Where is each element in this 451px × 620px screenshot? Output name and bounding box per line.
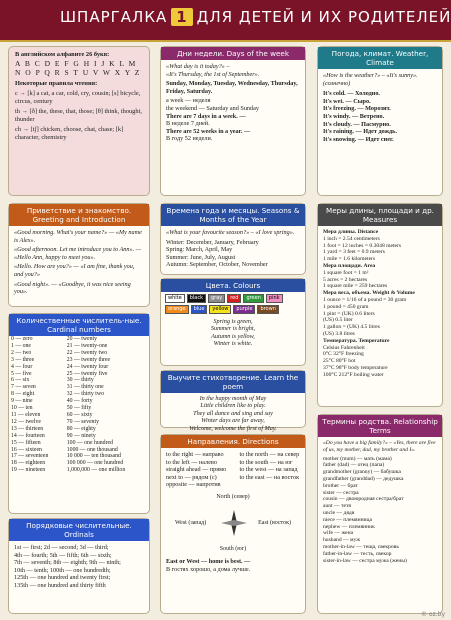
days-line: There are 7 days in a week. — bbox=[166, 112, 246, 120]
measure-line: Мера площади. Area bbox=[323, 262, 376, 269]
family-term: niece — племянница bbox=[323, 516, 373, 523]
seasons-card bbox=[160, 203, 306, 275]
measure-line: 0°C 32°F freezing bbox=[323, 351, 364, 358]
table-cell: 9 — nine bbox=[11, 398, 33, 405]
table-row bbox=[9, 343, 149, 350]
ordinal-card bbox=[8, 518, 150, 614]
table-row bbox=[9, 467, 149, 474]
days-card bbox=[160, 46, 306, 196]
family-term: uncle — дядя bbox=[323, 509, 355, 516]
seasons-line: Winter: December, January, February bbox=[166, 238, 259, 246]
poem-line: They all dance and sing and say bbox=[193, 409, 273, 417]
table-cell: 32 — thirty two bbox=[66, 391, 104, 398]
seasons-line: Autumn: September, October, November bbox=[166, 261, 268, 269]
table-cell: 100 — one hundred bbox=[66, 439, 113, 446]
rule-th: th → [ð] the, these, that, those; [θ] think, thought, thunder bbox=[15, 108, 142, 123]
direction-item: to the east — на восток bbox=[239, 473, 300, 481]
measure-line: 25°C 80°F hot bbox=[323, 358, 356, 365]
measure-line: 100°C 212°F boiling water bbox=[323, 371, 384, 378]
rule-ch: ch → [tʃ] chicken, choose, chat, chase; [k] character, chemistry bbox=[15, 126, 124, 141]
family-term: father (dad) — отец (папа) bbox=[323, 462, 385, 469]
measure-line: 5 acres = 2 hectares bbox=[323, 276, 368, 283]
table-row bbox=[9, 419, 149, 426]
compass-south: South (юг) bbox=[219, 545, 247, 552]
table-cell: 70 — seventy bbox=[66, 418, 99, 425]
table-cell: 12 — twelve bbox=[11, 418, 41, 425]
table-cell: 15 — fifteen bbox=[11, 439, 41, 446]
direction-item: straight ahead — прямо bbox=[166, 466, 227, 474]
table-row bbox=[9, 336, 149, 343]
direction-item: to the south — на юг bbox=[239, 458, 293, 466]
measure-line: (US) 0.5 liter bbox=[323, 317, 353, 324]
measure-line: Температура. Temperature bbox=[323, 337, 390, 344]
table-row bbox=[9, 364, 149, 371]
ordinal-line: 125th — one hundred and twenty first; bbox=[14, 574, 111, 582]
measure-line: 1 inch = 2.54 centimeters bbox=[323, 235, 380, 242]
table-row bbox=[9, 412, 149, 419]
days-line: the weekend — Saturday and Sunday bbox=[166, 104, 259, 112]
poem-line: In the happy month of May bbox=[199, 395, 267, 402]
family-term: sister-in-law — сестра мужа (жены) bbox=[323, 557, 407, 564]
measure-line: 37°C 98°F body temperature bbox=[323, 364, 388, 371]
greeting-header: Приветствие и знакомство. Greeting and Introduction bbox=[9, 204, 149, 226]
table-row bbox=[9, 371, 149, 378]
ordinal-line: 10th — tenth; 100th — one hundredth; bbox=[14, 566, 111, 574]
weather-card bbox=[317, 46, 443, 196]
compass-rose-icon bbox=[219, 508, 249, 538]
direction-item: opposite — напротив bbox=[166, 481, 221, 489]
colour-chip-pink: pink bbox=[266, 294, 283, 303]
ordinal-line: 4th — fourth; 5th — fifth; 6th — sixth; bbox=[14, 551, 112, 559]
weather-line: It's raining. — Идет дождь. bbox=[323, 128, 398, 136]
direction-item: next to — рядом (с) bbox=[166, 473, 217, 481]
measure-line: 1 pound = 450 gram bbox=[323, 303, 369, 310]
alphabet-card bbox=[8, 46, 150, 196]
table-cell: 22 — twenty two bbox=[66, 349, 108, 356]
family-term: brother — брат bbox=[323, 482, 358, 489]
ordinal-line: 7th — seventh; 8th — eighth; 9th — ninth; bbox=[14, 559, 121, 567]
table-cell: 18 — eighteen bbox=[11, 460, 46, 467]
poem-header: Выучите стихотворение. Learn the poem bbox=[161, 371, 305, 393]
table-row bbox=[9, 433, 149, 440]
cardinal-card bbox=[8, 313, 150, 514]
family-term: grandfather (granddad) — дедушка bbox=[323, 475, 404, 482]
table-cell: 1000 — one thousand bbox=[66, 446, 118, 453]
table-cell: 90 — ninety bbox=[66, 432, 96, 439]
family-term: grandmother (granny) — бабушка bbox=[323, 469, 401, 476]
family-term: nephew — племянник bbox=[323, 523, 375, 530]
family-term: aunt — тетя bbox=[323, 503, 351, 510]
family-card bbox=[317, 414, 443, 614]
measure-line: Celsius Fahrenheit bbox=[323, 344, 365, 351]
table-row bbox=[9, 453, 149, 460]
family-term: cousin — двоюродная сестра/брат bbox=[323, 496, 404, 503]
seasons-line: Spring: March, April, May bbox=[166, 246, 233, 254]
compass-north: North (север) bbox=[216, 493, 250, 500]
direction-item: to the north — на север bbox=[239, 451, 300, 458]
compass-west: West (запад) bbox=[175, 519, 207, 526]
watermark: © oz.by bbox=[421, 611, 445, 618]
colour-chip-brown: brown bbox=[257, 305, 278, 314]
table-cell: 30 — thirty bbox=[66, 377, 94, 384]
rule-c: c → [k] a cat, a car, cold, cry, cousin; [s] bicycle, circus, century bbox=[15, 90, 141, 105]
title-right: ДЛЯ ДЕТЕЙ И ИХ РОДИТЕЛЕЙ bbox=[196, 8, 451, 26]
family-term: sister — сестра bbox=[323, 489, 359, 496]
table-cell: 8 — eight bbox=[11, 391, 35, 398]
family-header: Термины родства. Relationship Terms bbox=[318, 415, 442, 437]
seasons-header: Времена года и месяцы. Seasons & Months of the Year bbox=[161, 204, 305, 226]
table-cell: 10 000 — ten thousand bbox=[66, 453, 121, 460]
days-header: Дни недели. Days of the week bbox=[161, 47, 305, 60]
table-cell: 40 — forty bbox=[66, 398, 93, 405]
table-cell: 23 — twenty three bbox=[66, 356, 111, 363]
page-title bbox=[60, 8, 451, 26]
table-cell: 50 — fifty bbox=[66, 405, 92, 412]
table-row bbox=[9, 357, 149, 364]
measure-line: 1 ounce = 1/16 of a pound = 30 gram bbox=[323, 296, 407, 303]
colour-poem-line: Summer is bright, bbox=[210, 325, 256, 333]
weather-line: It's snowing. — Идет снег. bbox=[323, 135, 394, 143]
table-cell: 2 — two bbox=[11, 349, 32, 356]
table-cell: 60 — sixty bbox=[66, 411, 93, 418]
cardinal-header: Количественные числитель-ные. Cardinal numbers bbox=[9, 314, 149, 336]
days-line: There are 52 weeks in a year. — bbox=[166, 127, 251, 135]
days-list: Sunday, Monday, Tuesday, Wednesday, Thursday, Friday, Saturday. bbox=[166, 80, 298, 95]
greeting-line: «Good night». — «Goodbye, it was nice seeing you». bbox=[14, 280, 131, 296]
table-cell: 1 — one bbox=[11, 342, 31, 349]
table-cell: 14 — fourteen bbox=[11, 432, 45, 439]
alphabet-intro: В английском алфавите 26 букв: bbox=[15, 51, 110, 58]
table-row bbox=[9, 350, 149, 357]
seasons-line: Summer: June, July, August bbox=[166, 253, 236, 261]
greeting-line: «Hello. How are you?» — «I am fine, thank you, and you?» bbox=[14, 263, 135, 278]
table-cell: 5 — five bbox=[11, 370, 32, 377]
greeting-line: «Good afternoon. Let me introduce you to Ann». — «Hello Ann, happy to meet you». bbox=[14, 246, 142, 261]
directions-header: Направления. Directions bbox=[161, 435, 305, 448]
table-cell: 19 — nineteen bbox=[11, 467, 46, 474]
title-left: ШПАРГАЛКА bbox=[60, 8, 168, 26]
directions-card bbox=[160, 434, 306, 614]
measure-line: 1 square foot = 1 m² bbox=[323, 269, 369, 276]
colour-chip-red: red bbox=[227, 294, 241, 303]
direction-item: to the west — на запад bbox=[239, 466, 298, 474]
days-line: В году 52 недели. bbox=[166, 135, 213, 143]
greeting-line: «Good morning. What's your name?» — «My name is Alex». bbox=[14, 229, 142, 244]
cardinal-table bbox=[9, 336, 149, 474]
weather-header: Погода, климат. Weather, Climate bbox=[318, 47, 442, 69]
compass-east: East (восток) bbox=[258, 519, 291, 526]
title-banner bbox=[0, 0, 451, 42]
table-cell: 6 — six bbox=[11, 377, 30, 384]
measures-body bbox=[318, 226, 442, 382]
days-line: «What day is it today?» – bbox=[166, 63, 230, 70]
table-cell: 20 — twenty bbox=[66, 336, 98, 342]
measure-line: 1 mile = 1.6 kilometers bbox=[323, 256, 376, 263]
table-cell: 31 — thirty one bbox=[66, 384, 104, 391]
seasons-line: «What is your favourite season?» – «I love spring». bbox=[166, 229, 295, 236]
family-term: mother-in-law — теща, свекровь bbox=[323, 543, 399, 550]
weather-line: It's cold. — Холодно. bbox=[323, 90, 380, 98]
table-cell: 0 — zero bbox=[11, 336, 33, 342]
table-row bbox=[9, 460, 149, 467]
days-line: a week — неделя bbox=[166, 97, 211, 105]
measure-line: Мера веса, объема. Weight & Volume bbox=[323, 290, 415, 297]
table-row bbox=[9, 377, 149, 384]
measure-line: 1 foot = 12 inches = 0.3048 meters bbox=[323, 242, 402, 249]
alphabet-letters-1: A B C D E F G H I J K L M bbox=[15, 59, 137, 68]
direction-item: to the right — направо bbox=[166, 451, 224, 458]
colour-poem-line: Spring is green, bbox=[213, 318, 253, 325]
table-cell: 11 — eleven bbox=[11, 411, 41, 418]
alphabet-letters-2: N O P Q R S T U V W X Y Z bbox=[15, 68, 141, 77]
table-cell: 1,000,000 — one million bbox=[66, 467, 126, 474]
weather-line: It's windy. — Ветрено. bbox=[323, 112, 385, 120]
ordinal-line: 1st — first; 2d — second; 3d — third; bbox=[14, 544, 109, 551]
table-cell: 13 — thirteen bbox=[11, 425, 44, 432]
days-line: В неделе 7 дней. bbox=[166, 120, 210, 128]
table-cell: 80 — eighty bbox=[66, 425, 96, 432]
measure-line: 1 square mile = 259 hectares bbox=[323, 283, 388, 290]
measures-header: Меры длины, площади и др. Measures bbox=[318, 204, 442, 226]
directions-proverb-ru: В гостях хорошо, а дома лучше. bbox=[166, 565, 251, 573]
ordinal-line: 135th — one hundred and thirty fifth bbox=[14, 581, 106, 589]
colour-chip-black: black bbox=[187, 294, 206, 303]
measure-line: Мера длины. Distance bbox=[323, 229, 379, 235]
colour-chips bbox=[161, 292, 305, 316]
table-cell: 4 — four bbox=[11, 363, 33, 370]
colour-chip-gray: gray bbox=[208, 294, 225, 303]
table-cell: 24 — twenty four bbox=[66, 363, 109, 370]
colour-poem-line: Winter is white. bbox=[213, 340, 253, 348]
colour-chip-blue: blue bbox=[191, 305, 208, 314]
poem-line: Welcome, welcome the first of May. bbox=[189, 424, 277, 432]
table-row bbox=[9, 405, 149, 412]
table-cell: 21 — twenty-one bbox=[66, 342, 108, 349]
weather-line: It's cloudy. — Пасмурно. bbox=[323, 120, 391, 128]
compass bbox=[165, 494, 301, 556]
weather-line: It's freezing. — Морозит. bbox=[323, 105, 391, 113]
family-term: wife — жена bbox=[323, 530, 354, 537]
colour-poem-line: Autumn is yellow, bbox=[211, 332, 255, 340]
table-row bbox=[9, 440, 149, 447]
table-cell: 10 — ten bbox=[11, 405, 33, 412]
rules-title: Некоторые правила чтения: bbox=[15, 80, 98, 87]
directions-proverb: East or West — home is best. — bbox=[166, 557, 251, 565]
colours-card bbox=[160, 278, 306, 366]
family-term: husband — муж bbox=[323, 537, 361, 544]
family-term: mother (mum) — мать (мама) bbox=[323, 455, 392, 462]
measures-card bbox=[317, 203, 443, 407]
colour-chip-yellow: yellow bbox=[209, 305, 231, 314]
days-line: «It's Thursday, the 1st of September». bbox=[166, 70, 260, 78]
table-cell: 16 — sixteen bbox=[11, 446, 42, 453]
poem-line: Little children like to play. bbox=[200, 402, 266, 410]
colours-header: Цвета. Colours bbox=[161, 279, 305, 292]
table-row bbox=[9, 426, 149, 433]
title-number: 1 bbox=[171, 8, 192, 26]
colour-chip-orange: orange bbox=[165, 305, 189, 314]
colour-chip-white: white bbox=[165, 294, 185, 303]
poem-card bbox=[160, 370, 306, 432]
direction-item: to the left — налево bbox=[166, 458, 217, 466]
table-cell: 100 000 — one hundred bbox=[66, 460, 124, 467]
colour-chip-green: green bbox=[243, 294, 263, 303]
table-cell: 17 — seventeen bbox=[11, 453, 49, 460]
greeting-card bbox=[8, 203, 150, 307]
family-body bbox=[318, 437, 442, 567]
weather-line: «How is the weather?» – «It's sunny». (солнечно) bbox=[323, 72, 418, 87]
measure-line: (US) 3.8 litres bbox=[323, 330, 355, 337]
poem-line: Winter days are far away, bbox=[201, 417, 265, 425]
table-cell: 3 — three bbox=[11, 356, 35, 363]
table-cell: 7 — seven bbox=[11, 384, 36, 391]
family-term: father-in-law — тесть, свекор bbox=[323, 550, 392, 557]
table-cell: 25 — twenty five bbox=[66, 370, 108, 377]
measure-line: 1 yard = 3 feet = 0.9 meters bbox=[323, 249, 385, 256]
family-term: «Do you have a big family?» – «Yes, there are five of us, my mother, dad, my brother and I». bbox=[323, 440, 436, 453]
measure-line: 1 gallon = (UK) 4.5 litres bbox=[323, 324, 380, 331]
colour-chip-purple: purple bbox=[233, 305, 255, 314]
measure-line: 1 pint = (UK) 0.6 liters bbox=[323, 310, 375, 317]
table-row bbox=[9, 384, 149, 391]
weather-line: It's wet. — Сыро. bbox=[323, 97, 371, 105]
table-row bbox=[9, 447, 149, 454]
ordinal-header: Порядковые числительные. Ordinals bbox=[9, 519, 149, 541]
